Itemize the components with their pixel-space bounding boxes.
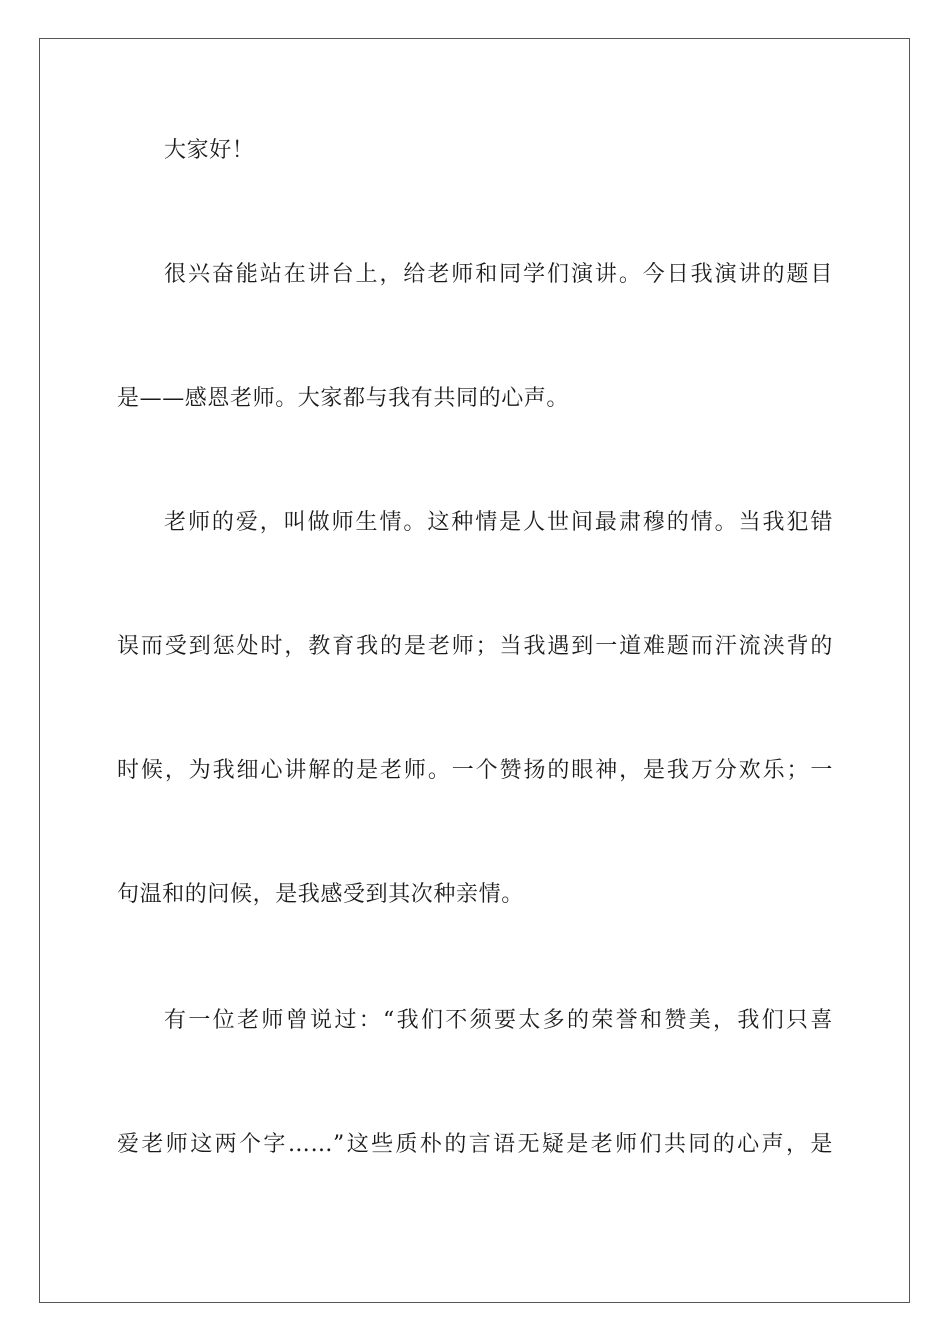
paragraph-2-line-4: 句温和的问候，是我感受到其次种亲情。 (117, 882, 524, 907)
paragraph-2-line-2: 误而受到惩处时，教育我的是老师；当我遇到一道难题而汗流浃背的 (117, 634, 833, 659)
paragraph-3-line-1: 有一位老师曾说过：“我们不须要太多的荣誉和赞美，我们只喜 (164, 1008, 833, 1033)
paragraph-2-line-3: 时候，为我细心讲解的是老师。一个赞扬的眼神，是我万分欢乐；一 (117, 758, 833, 783)
paragraph-3-line-2: 爱老师这两个字……”这些质朴的言语无疑是老师们共同的心声，是 (117, 1132, 833, 1157)
paragraph-1-line-2: 是——感恩老师。大家都与我有共同的心声。 (117, 386, 570, 411)
paragraph-2-line-1: 老师的爱，叫做师生情。这种情是人世间最肃穆的情。当我犯错 (164, 510, 833, 535)
greeting-line: 大家好！ (164, 138, 255, 163)
page-border (39, 38, 910, 1303)
paragraph-1-line-1: 很兴奋能站在讲台上，给老师和同学们演讲。今日我演讲的题目 (164, 262, 833, 287)
